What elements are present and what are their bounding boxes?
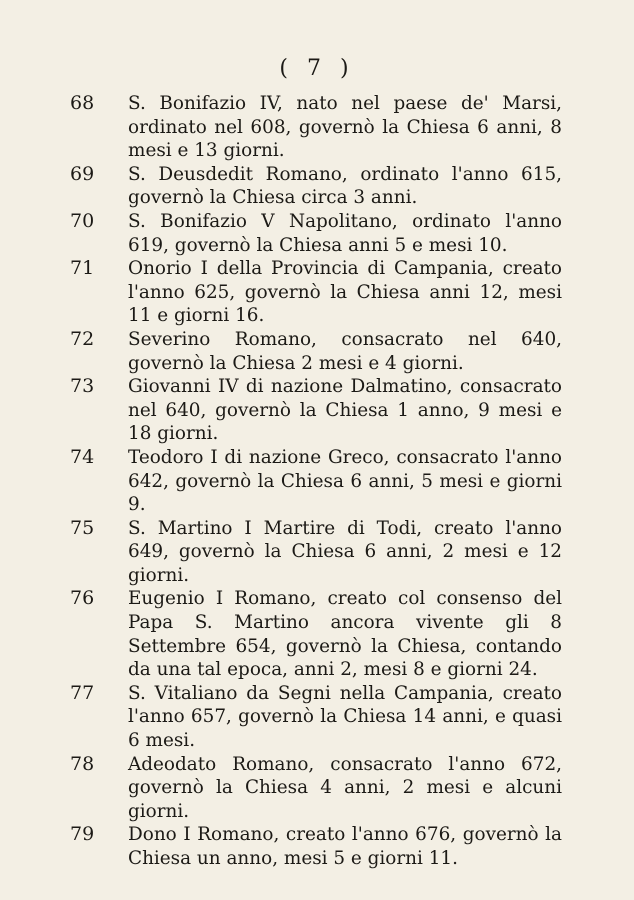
entry-text: Eugenio I Romano, creato col consenso del Papa S. Martino ancora vivente gli 8 Settembre 654, governò la Chiesa, contando da una tal epoca, anni 2, mesi 8 e giorni 24. [128,588,562,681]
list-item [70,682,562,753]
entry-text: Adeodato Romano, consacrato l'anno 672, governò la Chiesa 4 anni, 2 mesi e alcuni giorni. [128,753,562,822]
entry-text: S. Deusdedit Romano, ordinato l'anno 615, governò la Chiesa circa 3 anni. [128,163,562,209]
list-item [70,210,562,257]
entry-number: 75 [70,516,95,539]
list-item [70,328,562,375]
entry-text: Severino Romano, consacrato nel 640, governò la Chiesa 2 mesi e 4 giorni. [128,328,562,374]
entry-text: Giovanni IV di nazione Dalmatino, consacrato nel 640, governò la Chiesa 1 anno, 9 mesi e 18 giorni. [128,376,562,445]
entry-number: 77 [70,681,95,704]
entry-number: 79 [70,823,95,846]
list-item [70,517,562,588]
list-item [70,587,562,681]
list-item [70,92,562,163]
entry-number: 73 [70,375,95,398]
entry-text: Teodoro I di nazione Greco, consacrato l'anno 642, governò la Chiesa 6 anni, 5 mesi e giorni 9. [128,446,562,516]
page-number: ( 7 ) [279,56,355,81]
pope-list [70,92,562,871]
entry-text: S. Bonifazio V Napolitano, ordinato l'anno 619, governò la Chiesa anni 5 e mesi 10. [128,210,562,256]
entry-text: S. Martino I Martire di Todi, creato l'anno 649, governò la Chiesa 6 anni, 2 mesi e 12 giorni. [128,517,562,586]
entry-number: 68 [70,92,95,114]
list-item [70,163,562,210]
entry-text: S. Vitaliano da Segni nella Campania, creato l'anno 657, governò la Chiesa 14 anni, e quasi 6 mesi. [128,682,562,752]
entry-number: 74 [70,445,95,468]
list-item [70,375,562,446]
entry-text: Onorio I della Provincia di Campania, creato l'anno 625, governò la Chiesa anni 12, mesi 11 e giorni 16. [128,258,562,327]
entry-text: Dono I Romano, creato l'anno 676, governò la Chiesa un anno, mesi 5 e giorni 11. [128,824,562,869]
entry-text: S. Bonifazio IV, nato nel paese de' Marsi, ordinato nel 608, governò la Chiesa 6 anni, 8 mesi e 13 giorni. [128,93,562,162]
entry-number: 70 [70,209,95,232]
entry-number: 78 [70,752,95,775]
entry-number: 69 [70,162,95,185]
list-item [70,446,562,517]
entry-number: 76 [70,587,95,610]
list-item [70,753,562,824]
list-item [70,823,562,870]
entry-number: 72 [70,327,95,350]
list-item [70,257,562,328]
entry-number: 71 [70,257,95,280]
